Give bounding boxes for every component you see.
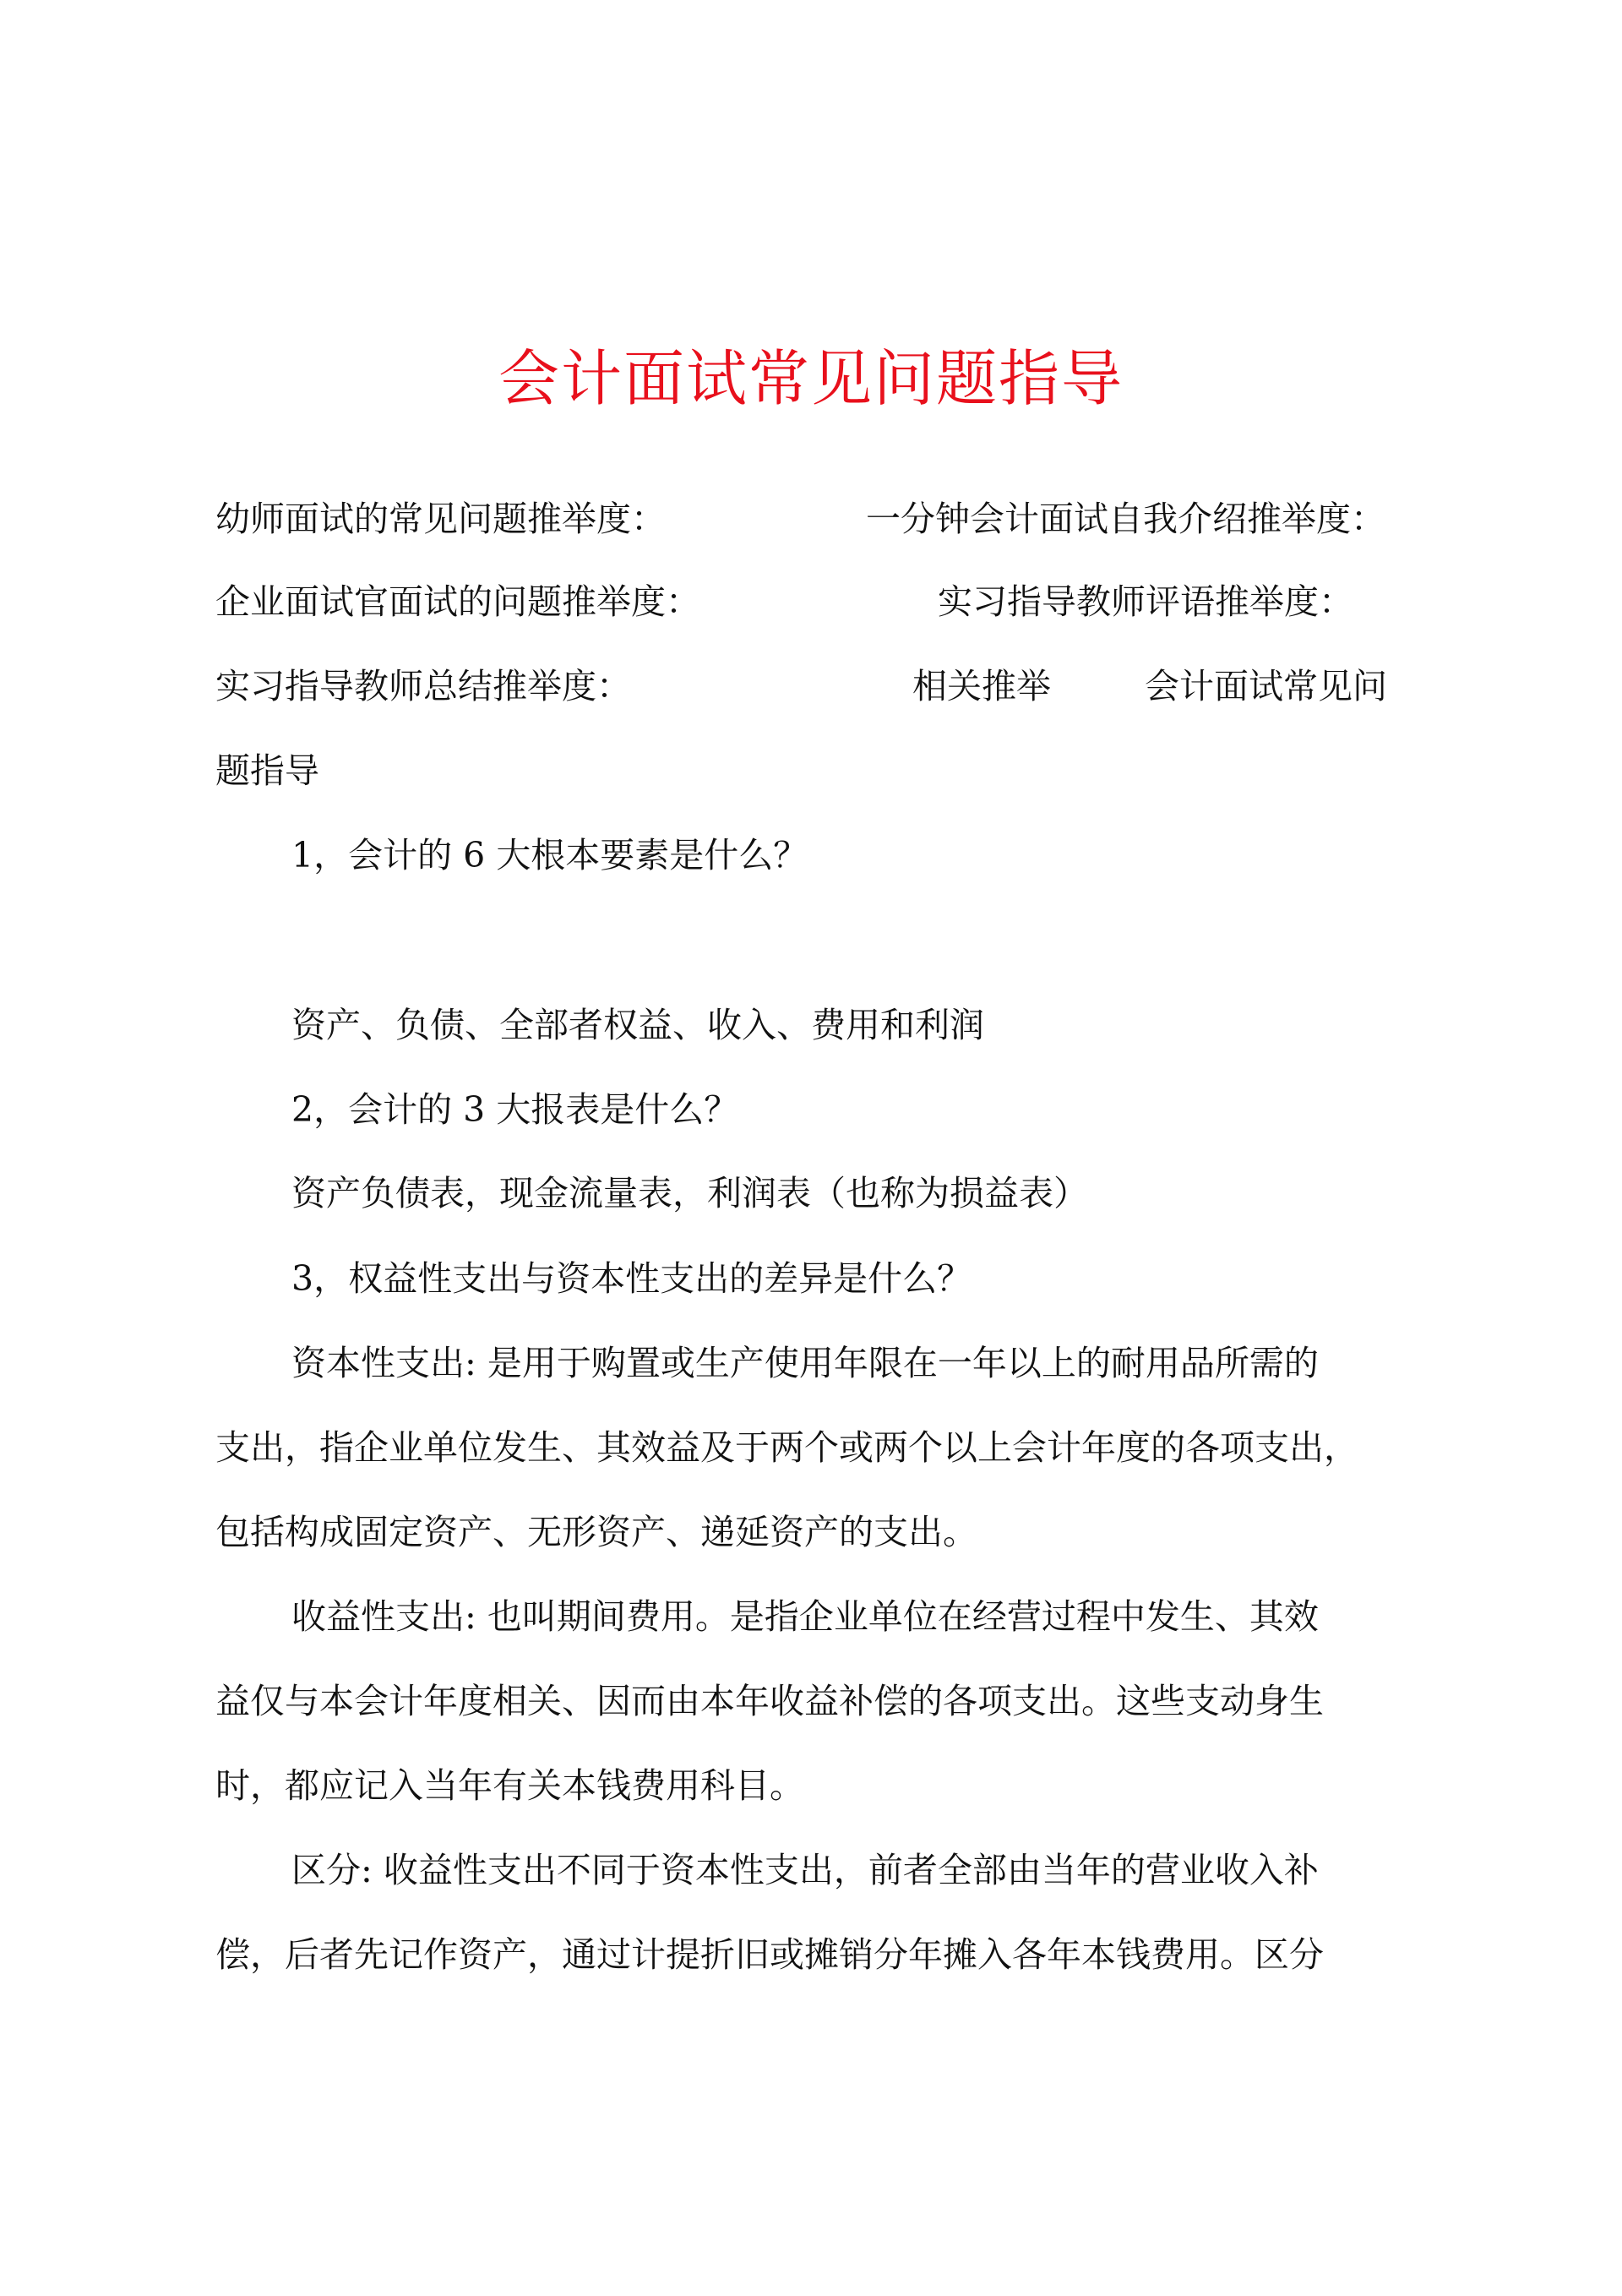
related-link-internship-summary[interactable]: 实习指导教师总结推举度： xyxy=(215,666,631,706)
related-link-accounting-self-intro[interactable]: 一分钟会计面试自我介绍推举度： xyxy=(866,499,1385,539)
question-1: 1，会计的 6 大根本要素是什么？ xyxy=(291,835,808,875)
question-2: 2，会计的 3 大报表是什么？ xyxy=(291,1089,739,1130)
related-label: 相关推举 xyxy=(912,666,1051,706)
paragraph-revenue-expenditure-line2: 益仅与本会计年度相关、因而由本年收益补偿的各项支出。这些支动身生 xyxy=(215,1681,1324,1721)
related-link-kindergarten-interview[interactable]: 幼师面试的常见问题推举度： xyxy=(215,499,666,539)
paragraph-revenue-expenditure-line3: 时，都应记入当年有关本钱费用科目。 xyxy=(215,1765,804,1806)
related-link-accounting-faq[interactable]: 会计面试常见问 xyxy=(1145,666,1387,706)
related-link-interviewer-questions[interactable]: 企业面试官面试的问题推举度： xyxy=(215,581,700,622)
answer-1: 资产、负债、全部者权益、收入、费用和利润 xyxy=(291,1005,984,1045)
question-3: 3，权益性支出与资本性支出的差异是什么？ xyxy=(291,1258,972,1299)
paragraph-capital-expenditure-line2: 支出，指企业单位发生、其效益及于两个或两个以上会计年度的各项支出， xyxy=(215,1427,1358,1468)
paragraph-capital-expenditure-line3: 包括构成固定资产、无形资产、递延资产的支出。 xyxy=(215,1512,977,1552)
paragraph-capital-expenditure-line1: 资本性支出: 是用于购置或生产使用年限在一年以上的耐用品所需的 xyxy=(291,1343,1319,1383)
answer-2: 资产负债表，现金流量表，利润表（也称为损益表） xyxy=(291,1173,1088,1213)
paragraph-revenue-expenditure-line1: 收益性支出: 也叫期间费用。是指企业单位在经营过程中发生、其效 xyxy=(291,1596,1319,1637)
document-title: 会计面试常见问题指导 xyxy=(498,343,1124,414)
paragraph-difference-line1: 区分: 收益性支出不同于资本性支出，前者全部由当年的营业收入补 xyxy=(291,1850,1319,1890)
related-link-internship-comments[interactable]: 实习指导教师评语推举度： xyxy=(938,581,1353,622)
paragraph-difference-line2: 偿，后者先记作资产，通过计提折旧或摊销分年摊入各年本钱费用。区分 xyxy=(215,1934,1324,1975)
related-link-accounting-faq-cont[interactable]: 题指导 xyxy=(215,750,319,791)
